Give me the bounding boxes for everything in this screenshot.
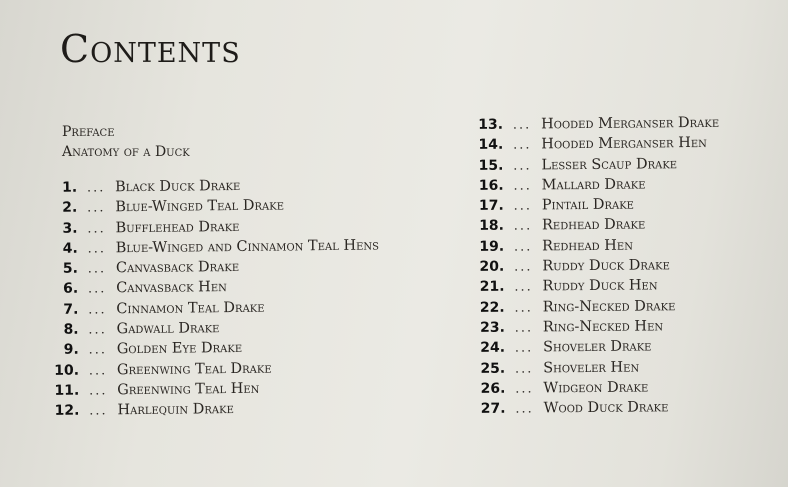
- entry-leader-dots: ...: [87, 220, 106, 237]
- entry-title: Black Duck Drake: [115, 177, 241, 196]
- entry-title: Ring-Necked Drake: [542, 297, 676, 316]
- entry-leader-dots: ...: [512, 137, 532, 153]
- entry-leader-dots: ...: [87, 281, 107, 298]
- contents-entry: [472, 336, 721, 358]
- entry-leader-dots: ...: [514, 320, 534, 336]
- entry-title: Widgeon Drake: [543, 379, 649, 397]
- contents-entry: [471, 174, 720, 196]
- entry-number: 10.: [54, 362, 80, 379]
- contents-entry: [470, 153, 719, 175]
- entry-title: Bufflehead Drake: [115, 218, 240, 236]
- front-matter: [62, 122, 190, 162]
- entry-leader-dots: ...: [514, 279, 533, 295]
- entry-leader-dots: ...: [514, 361, 534, 377]
- entry-leader-dots: ...: [513, 239, 533, 255]
- entry-leader-dots: ...: [87, 241, 107, 257]
- entry-number: 4.: [62, 240, 78, 257]
- entry-leader-dots: ...: [514, 259, 533, 275]
- entry-leader-dots: ...: [88, 363, 108, 379]
- entry-number: 9.: [63, 342, 79, 359]
- entry-title: Lesser Scaup Drake: [541, 155, 678, 173]
- entry-leader-dots: ...: [512, 117, 532, 133]
- contents-entry: [472, 295, 721, 317]
- entry-leader-dots: ...: [513, 198, 533, 214]
- entry-title: Ruddy Duck Drake: [542, 257, 670, 275]
- entry-title: Pintail Drake: [541, 196, 635, 214]
- page-title: Contents: [60, 27, 241, 71]
- entry-leader-dots: ...: [513, 178, 532, 194]
- contents-entry: [471, 194, 720, 216]
- entry-title: Blue-Winged Teal Drake: [115, 197, 285, 216]
- entry-title: Golden Eye Drake: [116, 340, 243, 358]
- entry-leader-dots: ...: [89, 403, 108, 419]
- entry-number: 3.: [62, 220, 78, 237]
- contents-entry: [472, 356, 721, 378]
- contents-entry: [472, 316, 721, 338]
- entry-leader-dots: ...: [86, 180, 106, 196]
- entry-leader-dots: ...: [514, 300, 533, 316]
- entry-title: Harlequin Drake: [117, 401, 234, 419]
- entry-leader-dots: ...: [88, 383, 108, 399]
- entry-number: 5.: [62, 260, 79, 277]
- entry-leader-dots: ...: [87, 200, 106, 216]
- entry-title: Ring-Necked Hen: [542, 318, 664, 336]
- contents-entry: [45, 235, 379, 259]
- contents-column-left: [44, 174, 381, 421]
- entry-leader-dots: ...: [87, 261, 107, 277]
- contents-entry: [471, 255, 720, 277]
- entry-number: 19.: [479, 238, 505, 255]
- entry-number: 23.: [479, 319, 505, 336]
- entry-number: 24.: [480, 339, 506, 357]
- contents-entry: [472, 397, 721, 419]
- entry-title: Mallard Drake: [541, 176, 646, 194]
- contents-entry: [472, 377, 721, 399]
- entry-number: 15.: [478, 157, 504, 174]
- entry-leader-dots: ...: [514, 340, 534, 356]
- entry-number: 20.: [479, 258, 505, 276]
- entry-number: 7.: [63, 301, 79, 318]
- entry-number: 12.: [54, 402, 80, 420]
- contents-column-right: [470, 113, 722, 420]
- contents-entry: [471, 235, 720, 257]
- entry-title: Gadwall Drake: [116, 320, 220, 338]
- entry-title: Greenwing Teal Drake: [116, 360, 272, 378]
- entry-number: 21.: [479, 279, 505, 296]
- contents-entry: [471, 275, 720, 297]
- entry-title: Hooded Merganser Hen: [541, 135, 707, 153]
- entry-title: Redhead Drake: [541, 216, 646, 234]
- front-matter-preface: Preface: [62, 124, 115, 140]
- entry-leader-dots: ...: [515, 381, 534, 397]
- entry-title: Ruddy Duck Hen: [542, 277, 658, 295]
- entry-number: 17.: [478, 197, 504, 215]
- entry-number: 22.: [479, 299, 505, 316]
- entry-leader-dots: ...: [513, 218, 533, 235]
- entry-title: Redhead Hen: [542, 237, 634, 255]
- entry-number: 27.: [480, 400, 506, 418]
- contents-entry: [46, 398, 380, 422]
- entry-number: 1.: [61, 179, 78, 196]
- entry-title: Wood Duck Drake: [543, 399, 669, 417]
- entry-number: 2.: [62, 199, 78, 217]
- entry-number: 18.: [479, 218, 505, 235]
- entry-leader-dots: ...: [88, 302, 107, 318]
- contents-entry: [470, 113, 719, 135]
- entry-title: Shoveler Drake: [542, 338, 652, 356]
- entry-leader-dots: ...: [513, 158, 532, 174]
- entry-number: 25.: [480, 360, 506, 377]
- entry-title: Cinnamon Teal Drake: [116, 299, 265, 318]
- entry-number: 8.: [63, 321, 79, 338]
- entry-number: 16.: [478, 177, 504, 194]
- contents-entry: [471, 214, 720, 236]
- entry-title: Hooded Merganser Drake: [541, 114, 720, 133]
- entry-title: Blue-Winged and Cinnamon Teal Hens: [115, 237, 380, 257]
- entry-leader-dots: ...: [88, 322, 107, 338]
- entry-title: Shoveler Hen: [543, 359, 640, 376]
- entry-title: Greenwing Teal Hen: [117, 380, 260, 399]
- front-matter-anatomy: Anatomy of a Duck: [62, 144, 190, 160]
- entry-leader-dots: ...: [515, 401, 534, 417]
- entry-number: 6.: [63, 281, 79, 298]
- entry-number: 13.: [478, 116, 504, 133]
- entry-leader-dots: ...: [88, 342, 108, 358]
- entry-title: Canvasback Drake: [115, 259, 240, 277]
- entry-number: 26.: [480, 380, 506, 397]
- entry-title: Canvasback Hen: [116, 279, 227, 297]
- entry-number: 14.: [478, 137, 504, 154]
- contents-entry: [470, 133, 719, 155]
- entry-number: 11.: [54, 382, 80, 399]
